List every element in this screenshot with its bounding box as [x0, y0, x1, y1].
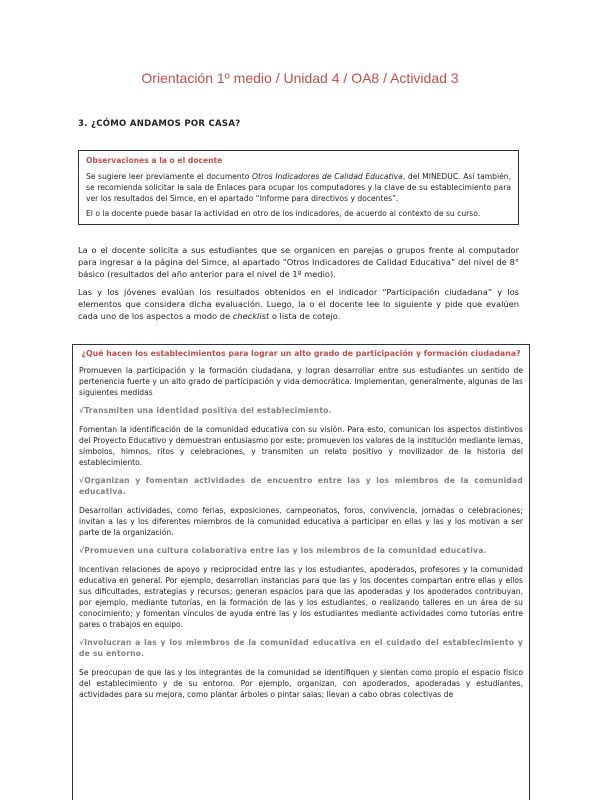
page-header-title: Orientación 1º medio / Unidad 4 / OA8 / Actividad 3 — [141, 70, 459, 86]
intro-p2-text-b: o lista de cotejo. — [269, 311, 341, 321]
checklist-text-identity: Fomentan la identificación de la comunidad educativa con su visión. Para esto, comunican los aspectos distintivos del Proyecto Educativo y demuestran entusiasmo por este; promueven los valores de la institución mediante lemas, símbolos, himnos, ritos y celebraciones, y transmiten un relato positivo y movilizador de la historia del establecimiento. — [79, 425, 523, 467]
checklist-text-care: Se preocupan de que las y los integrantes de la comunidad se identifiquen y sientan como propio el espacio físico del establecimiento y de su entorno. Por ejemplo, organizan, con apoderados, apoderadas y estudiantes, actividades para su mejora, como plantar árboles o pintar salas; llevan a cabo obras colectivas de — [79, 668, 523, 699]
observaciones-paragraph-1 — [86, 171, 511, 204]
obs-p1-text-b: , del MINEDUC. Así también, se recomienda solicitar la sala de Enlaces para ocupar los computadores y la clave de su establecimiento para ver los resultados del Simce, en el apartado “Informe para directivos y docentes”. — [86, 172, 511, 203]
checklist-item-identity: √Transmiten una identidad positiva del establecimiento. — [79, 406, 332, 415]
checklist-item-care: √Involucran a las y los miembros de la comunidad educativa en el cuidado del establecimiento y de su entorno. — [79, 638, 523, 658]
checklist-item-collaboration: √Promueven una cultura colaborativa entre las y los miembros de la comunidad educativa. — [79, 546, 487, 555]
intro-paragraph-2 — [78, 286, 519, 322]
intro-p2-text-a: Las y los jóvenes evalúan los resultados obtenidos en el indicador “Participación ciudadana” y los elementos que considera dicha evaluación. Luego, la o el docente lee lo siguiente y pide que evalúen cada uno de los aspectos a modo de — [78, 287, 519, 321]
obs-p1-text-a: Se sugiere leer previamente el documento — [86, 172, 253, 181]
obs-p1-document-title: Otros Indicadores de Calidad Educativa — [252, 172, 403, 181]
observaciones-title: Observaciones a la o el docente — [86, 156, 223, 165]
checklist-text-activities: Desarrollan actividades, como ferias, exposiciones, campeonatos, foros, convivencia, jornadas o celebraciones; invitan a las y los diferentes miembros de la comunidad educativa a participar en ellas y las y los motivan a ser parte de la organización. — [79, 506, 523, 537]
participation-intro: Promueven la participación y la formación ciudadana, y logran desarrollar entre sus estudiantes un sentido de pertenencia fuerte y un alto grado de participación y vida democrática. Implementan, generalmente, algunas de las siguientes medidas — [79, 366, 523, 397]
checklist-text-collaboration: Incentivan relaciones de apoyo y reciprocidad entre las y los estudiantes, apoderados, profesores y la comunidad educativa en general. Por ejemplo, desarrollan instancias para que las y los docentes compartan entre ellas y ellos sus dificultades, estrategias y recursos; generan espacios para que las apoderadas y los apoderados contribuyan, por ejemplo, mediante tutorías, en la formación de las y los estudiantes, o realizando talleres en un área de su conocimiento; y fomentan vínculos de ayuda entre las y los estudiantes mediante actividades como tutorías entre pares o trabajos en equipo. — [79, 565, 523, 629]
intro-p2-checklist: checklist — [232, 311, 270, 321]
intro-paragraph-1: La o el docente solicita a sus estudiantes que se organicen en parejas o grupos frente al computador para ingresar a la página del Simce, al apartado “Otros Indicadores de Calidad Educativa” del nivel de 8° básico (resultados del año anterior para el nivel de 1º medio). — [78, 245, 519, 279]
section-title: 3. ¿CÓMO ANDAMOS POR CASA? — [78, 119, 241, 129]
observaciones-box — [78, 150, 519, 225]
checklist-item-activities: √Organizan y fomentan actividades de encuentro entre las y los miembros de la comunidad educativa. — [79, 476, 523, 496]
observaciones-paragraph-2: El o la docente puede basar la actividad en otro de los indicadores, de acuerdo al contexto de su curso. — [86, 209, 481, 218]
participation-box-title: ¿Qué hacen los establecimientos para lograr un alto grado de participación y formación ciudadana? — [81, 349, 521, 358]
participation-box — [72, 344, 530, 800]
